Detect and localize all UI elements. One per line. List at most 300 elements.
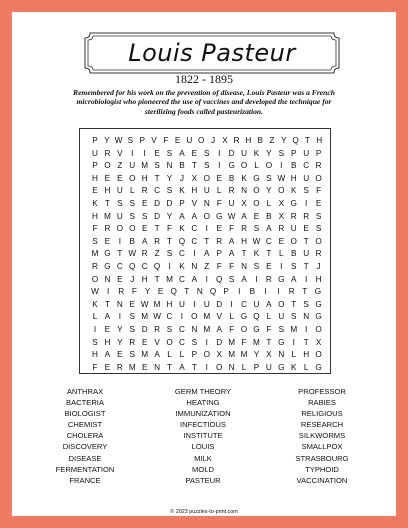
grid-letter: S xyxy=(266,173,272,183)
grid-letter: S xyxy=(92,236,98,246)
grid-letter: S xyxy=(204,161,210,171)
word-item: RESEARCH xyxy=(300,420,344,430)
grid-letter: T xyxy=(104,199,110,208)
grid-letter: E xyxy=(253,211,260,221)
grid-letter: L xyxy=(266,312,272,322)
word-item: RELIGIOUS xyxy=(301,409,343,419)
grid-letter: O xyxy=(104,161,111,171)
grid-letter: C xyxy=(191,236,198,246)
grid-letter: S xyxy=(166,249,173,259)
grid-letter: O xyxy=(240,325,248,334)
grid-letter: S xyxy=(129,312,135,322)
grid-letter: O xyxy=(253,186,260,196)
word-item: GERM THEORY xyxy=(174,387,232,396)
grid-letter: U xyxy=(116,186,123,196)
word-item: INFECTIOUS xyxy=(180,420,226,430)
grid-letter: C xyxy=(154,186,161,196)
grid-letter: U xyxy=(92,148,98,158)
grid-letter: I xyxy=(93,325,97,334)
grid-letter: R xyxy=(241,224,247,234)
grid-letter: A xyxy=(179,211,185,221)
grid-letter: U xyxy=(116,211,123,221)
grid-letter: G xyxy=(104,249,111,259)
grid-letter: A xyxy=(191,274,198,284)
grid-letter: Y xyxy=(166,211,173,221)
grid-letter: O xyxy=(191,312,198,322)
grid-letter: U xyxy=(203,299,210,309)
grid-letter: F xyxy=(167,224,173,234)
grid-letter: R xyxy=(303,211,310,221)
grid-letter: H xyxy=(245,136,252,145)
grid-letter: E xyxy=(191,148,198,158)
word-item: MILK xyxy=(194,453,212,463)
grid-row xyxy=(80,360,332,375)
grid-letter: A xyxy=(204,249,210,259)
grid-letter: L xyxy=(167,350,172,360)
grid-letter: M xyxy=(141,161,149,171)
grid-letter: D xyxy=(216,299,223,309)
grid-letter: D xyxy=(141,325,148,334)
word-item: BIOLOGIST xyxy=(64,409,106,419)
grid-letter: P xyxy=(223,287,229,297)
grid-letter: W xyxy=(153,312,161,322)
word-item: IMMUNIZATION xyxy=(175,409,231,419)
grid-letter: T xyxy=(266,337,272,347)
grid-letter: C xyxy=(303,161,310,171)
grid-letter: B xyxy=(228,173,235,183)
grid-letter: E xyxy=(104,173,111,183)
grid-letter: G xyxy=(253,325,260,334)
grid-letter: S xyxy=(141,211,148,221)
grid-letter: C xyxy=(141,262,148,271)
grid-letter: G xyxy=(253,173,260,183)
grid-letter: T xyxy=(291,299,297,309)
grid-letter: I xyxy=(305,325,308,334)
grid-letter: L xyxy=(241,362,247,372)
grid-letter: Y xyxy=(266,186,272,196)
grid-letter: E xyxy=(141,362,148,372)
grid-letter: I xyxy=(280,161,283,171)
grid-letter: F xyxy=(229,224,235,234)
grid-letter: V xyxy=(216,312,222,322)
grid-letter: O xyxy=(315,350,322,360)
grid-letter: F xyxy=(131,287,137,297)
grid-letter: S xyxy=(278,148,285,158)
grid-letter: R xyxy=(141,249,148,259)
grid-letter: Z xyxy=(204,262,210,271)
grid-letter: S xyxy=(92,337,98,347)
grid-letter: S xyxy=(166,148,173,158)
grid-letter: C xyxy=(191,224,198,234)
grid-letter: T xyxy=(191,161,197,171)
word-item: LOUIS xyxy=(191,442,215,452)
grid-letter: I xyxy=(118,312,121,322)
grid-letter: G xyxy=(278,337,285,347)
word-item: CHOLERA xyxy=(66,431,104,441)
grid-letter: C xyxy=(166,312,173,322)
grid-letter: M xyxy=(141,350,149,360)
grid-letter: S xyxy=(166,325,173,334)
word-item: TYPHOID xyxy=(305,464,339,474)
grid-letter: H xyxy=(141,173,148,183)
grid-letter: O xyxy=(278,186,285,196)
grid-letter: X xyxy=(241,199,247,208)
grid-letter: G xyxy=(240,312,248,322)
grid-letter: Y xyxy=(144,287,151,297)
grid-letter: M xyxy=(166,274,173,284)
grid-letter: S xyxy=(315,224,322,234)
grid-letter: A xyxy=(104,350,111,360)
grid-letter: S xyxy=(303,299,309,309)
grid-letter: Y xyxy=(117,337,123,347)
grid-letter: T xyxy=(266,249,272,259)
grid-letter: U xyxy=(278,312,285,322)
grid-letter: C xyxy=(265,236,272,246)
grid-letter: N xyxy=(191,262,198,271)
grid-letter: O xyxy=(216,362,223,372)
grid-letter: A xyxy=(104,312,111,322)
grid-letter: O xyxy=(290,236,297,246)
grid-letter: N xyxy=(278,350,285,360)
grid-letter: S xyxy=(129,211,135,221)
grid-letter: F xyxy=(92,362,98,372)
grid-letter: L xyxy=(229,312,234,322)
grid-letter: F xyxy=(241,337,247,347)
word-item: PASTEUR xyxy=(185,475,221,485)
grid-letter: C xyxy=(178,337,185,347)
grid-letter: I xyxy=(230,299,233,309)
grid-letter: L xyxy=(303,362,309,372)
grid-letter: B xyxy=(266,211,272,221)
grid-letter: F xyxy=(266,325,272,334)
grid-letter: C xyxy=(241,299,247,309)
grid-letter: O xyxy=(203,211,210,221)
grid-letter: I xyxy=(280,262,283,271)
grid-letter: T xyxy=(303,262,309,271)
grid-letter: A xyxy=(154,350,160,360)
grid-letter: E xyxy=(117,173,123,183)
grid-letter: H xyxy=(303,350,310,360)
grid-letter: L xyxy=(179,350,185,360)
grid-letter: A xyxy=(179,148,185,158)
grid-letter: K xyxy=(253,148,260,158)
grid-letter: W xyxy=(227,211,236,221)
grid-letter: Y xyxy=(166,173,173,183)
grid-letter: K xyxy=(291,362,297,372)
word-item: HEATING xyxy=(186,398,220,408)
grid-letter: K xyxy=(291,186,297,196)
grid-letter: A xyxy=(179,362,185,372)
grid-letter: O xyxy=(203,173,210,183)
grid-letter: G xyxy=(315,299,322,309)
grid-letter: T xyxy=(154,274,160,284)
word-item: FRANCE xyxy=(69,475,101,485)
grid-letter: Q xyxy=(253,312,260,322)
word-item: DISEASE xyxy=(68,453,102,463)
life-years: 1822 - 1895 xyxy=(175,72,233,86)
grid-letter: H xyxy=(104,186,111,196)
grid-letter: B xyxy=(249,287,256,297)
grid-letter: I xyxy=(168,262,171,271)
grid-letter: U xyxy=(228,199,235,208)
grid-letter: C xyxy=(178,249,185,259)
word-item: VACCINATION xyxy=(296,475,348,485)
grid-letter: N xyxy=(303,312,310,322)
grid-letter: O xyxy=(265,161,273,171)
grid-letter: R xyxy=(116,362,123,372)
grid-letter: T xyxy=(154,224,160,234)
grid-letter: U xyxy=(303,173,310,183)
grid-letter: J xyxy=(210,136,216,145)
grid-letter: S xyxy=(204,148,210,158)
grid-letter: A xyxy=(228,236,235,246)
grid-letter: U xyxy=(178,299,185,309)
grid-letter: O xyxy=(129,173,136,183)
grid-letter: I xyxy=(193,299,196,309)
grid-letter: I xyxy=(305,274,308,284)
grid-letter: E xyxy=(266,262,272,271)
grid-letter: M xyxy=(203,312,211,322)
grid-letter: H xyxy=(92,211,98,221)
grid-letter: O xyxy=(315,325,322,334)
grid-letter: N xyxy=(166,161,173,171)
grid-letter: H xyxy=(290,173,297,183)
word-item: PROFESSOR xyxy=(298,387,346,396)
grid-letter: R xyxy=(278,224,285,234)
grid-letter: V xyxy=(117,148,123,158)
grid-letter: N xyxy=(191,325,198,334)
grid-letter: O xyxy=(315,236,322,246)
grid-letter: C xyxy=(116,262,123,271)
grid-letter: I xyxy=(205,362,208,372)
grid-letter: M xyxy=(91,249,99,259)
grid-letter: E xyxy=(104,362,111,372)
grid-letter: H xyxy=(104,337,111,347)
grid-letter: T xyxy=(117,249,123,259)
grid-letter: T xyxy=(302,287,308,297)
grid-letter: B xyxy=(257,136,263,145)
grid-letter: V xyxy=(154,337,160,347)
grid-letter: E xyxy=(174,136,181,145)
grid-letter: I xyxy=(218,148,221,158)
grid-letter: S xyxy=(191,337,198,347)
grid-letter: F xyxy=(216,262,222,271)
grid-letter: U xyxy=(186,136,193,145)
grid-letter: U xyxy=(203,186,210,196)
word-item: STRASBOURG xyxy=(295,453,349,463)
grid-letter: X xyxy=(278,199,285,208)
grid-letter: Q xyxy=(292,136,299,145)
grid-letter: J xyxy=(179,173,184,183)
grid-letter: G xyxy=(315,362,322,372)
grid-letter: M xyxy=(203,325,211,334)
grid-letter: Y xyxy=(281,136,287,145)
grid-letter: Q xyxy=(178,236,186,246)
grid-letter: S xyxy=(154,161,160,171)
grid-letter: M xyxy=(228,350,236,360)
word-item: CHEMIST xyxy=(67,420,103,430)
grid-letter: M xyxy=(240,350,248,360)
grid-letter: L xyxy=(291,350,297,360)
grid-letter: K xyxy=(92,199,98,208)
grid-letter: S xyxy=(129,350,135,360)
grid-letter: E xyxy=(216,224,222,234)
grid-letter: D xyxy=(154,211,161,221)
grid-letter: K xyxy=(92,299,98,309)
grid-letter: W xyxy=(277,173,286,183)
grid-letter: I xyxy=(277,287,280,297)
grid-letter: T xyxy=(303,337,309,347)
grid-letter: O xyxy=(240,161,248,171)
grid-letter: B xyxy=(291,249,297,259)
word-item: FERMENTATION xyxy=(55,464,115,474)
grid-letter: O xyxy=(129,224,136,234)
grid-letter: A xyxy=(191,211,198,221)
grid-letter: R xyxy=(315,161,322,171)
grid-letter: M xyxy=(153,299,161,309)
grid-letter: O xyxy=(278,299,285,309)
grid-letter: W xyxy=(252,236,261,246)
grid-letter: T xyxy=(167,362,173,372)
grid-letter: R xyxy=(92,262,98,271)
grid-letter: R xyxy=(288,287,295,297)
grid-letter: R xyxy=(104,224,111,234)
grid-letter: P xyxy=(92,161,98,171)
grid-letter: A xyxy=(241,274,247,284)
grid-letter: R xyxy=(228,186,235,196)
grid-letter: Y xyxy=(266,148,272,158)
grid-letter: L xyxy=(216,186,222,196)
grid-letter: G xyxy=(315,312,322,322)
grid-letter: I xyxy=(264,287,267,297)
grid-letter: W xyxy=(91,287,99,297)
grid-letter: M xyxy=(228,337,236,347)
grid-letter: S xyxy=(303,186,309,196)
grid-letter: E xyxy=(216,173,222,183)
grid-letter: T xyxy=(184,287,190,297)
grid-letter: W xyxy=(128,249,137,259)
grid-letter: G xyxy=(290,199,297,208)
grid-letter: G xyxy=(104,262,111,271)
grid-letter: Z xyxy=(154,249,160,259)
grid-letter: E xyxy=(129,299,135,309)
grid-letter: R xyxy=(154,236,161,246)
grid-letter: W xyxy=(114,136,123,145)
grid-letter: N xyxy=(228,362,235,372)
grid-letter: O xyxy=(315,173,322,183)
grid-letter: I xyxy=(143,148,146,158)
grid-letter: F xyxy=(163,136,169,145)
grid-letter: X xyxy=(266,350,272,360)
grid-letter: L xyxy=(279,249,284,259)
grid-letter: C xyxy=(178,274,185,284)
grid-letter: R xyxy=(315,249,322,259)
word-item: RABIES xyxy=(308,398,336,408)
grid-letter: U xyxy=(290,224,297,234)
grid-letter: W xyxy=(140,299,149,309)
grid-letter: X xyxy=(191,173,198,183)
grid-letter: Z xyxy=(269,136,275,145)
grid-letter: S xyxy=(127,136,134,145)
grid-letter: U xyxy=(241,148,247,158)
description: Remembered for his work on the prevention of disease, Louis Pasteur was a French microbiologist who pioneered the use of vaccines and developed the technique for sterilizing foods called pasteurization. xyxy=(73,88,335,116)
grid-letter: I xyxy=(205,274,208,284)
grid-letter: H xyxy=(241,236,247,246)
grid-letter: T xyxy=(204,236,210,246)
grid-letter: P xyxy=(179,199,185,208)
grid-letter: U xyxy=(303,148,310,158)
grid-letter: F xyxy=(229,325,235,334)
grid-letter: R xyxy=(118,287,125,297)
grid-letter: O xyxy=(166,337,173,347)
grid-letter: I xyxy=(131,148,134,158)
grid-letter: F xyxy=(216,199,222,208)
grid-letter: R xyxy=(265,274,272,284)
grid-letter: S xyxy=(253,224,260,234)
grid-letter: Q xyxy=(153,262,161,271)
grid-letter: P xyxy=(253,362,260,372)
word-item: ANTHRAX xyxy=(66,387,104,396)
grid-letter: E xyxy=(104,325,111,334)
grid-letter: I xyxy=(193,249,196,259)
grid-letter: P xyxy=(139,136,145,145)
grid-letter: X xyxy=(278,211,285,221)
grid-letter: E xyxy=(157,287,164,297)
grid-letter: E xyxy=(117,350,123,360)
grid-letter: I xyxy=(218,161,221,171)
grid-letter: T xyxy=(303,236,309,246)
grid-letter: P xyxy=(291,148,297,158)
grid-letter: F xyxy=(229,262,235,271)
grid-letter: D xyxy=(154,199,161,208)
grid-letter: O xyxy=(203,350,210,360)
grid-letter: V xyxy=(151,136,157,145)
grid-letter: I xyxy=(205,337,208,347)
grid-letter: N xyxy=(154,362,161,372)
grid-letter: F xyxy=(92,224,98,234)
grid-letter: G xyxy=(278,274,285,284)
grid-letter: K xyxy=(241,173,247,183)
grid-letter: Y xyxy=(253,350,260,360)
grid-letter: Q xyxy=(129,262,136,271)
grid-letter: X xyxy=(222,136,228,145)
grid-letter: K xyxy=(253,249,260,259)
word-column xyxy=(148,386,258,486)
grid-letter: E xyxy=(154,148,160,158)
grid-letter: E xyxy=(141,224,148,234)
grid-letter: K xyxy=(179,224,185,234)
grid-letter: N xyxy=(241,262,247,271)
word-item: DISCOVERY xyxy=(62,442,108,452)
grid-letter: Q xyxy=(216,274,223,284)
grid-letter: X xyxy=(216,350,222,360)
grid-letter: A xyxy=(266,224,272,234)
grid-letter: R xyxy=(104,148,111,158)
grid-letter: N xyxy=(116,299,123,309)
grid-letter: A xyxy=(266,299,272,309)
grid-letter: N xyxy=(203,199,210,208)
grid-letter: H xyxy=(316,136,323,145)
word-column xyxy=(30,386,140,486)
word-column xyxy=(267,386,377,486)
grid-letter: K xyxy=(179,186,185,196)
title-frame xyxy=(84,32,340,74)
grid-letter: B xyxy=(129,236,135,246)
word-item: INSTITUTE xyxy=(183,431,223,441)
grid-letter: A xyxy=(216,325,222,334)
grid-letter: E xyxy=(92,186,98,196)
grid-letter: M xyxy=(253,337,260,347)
